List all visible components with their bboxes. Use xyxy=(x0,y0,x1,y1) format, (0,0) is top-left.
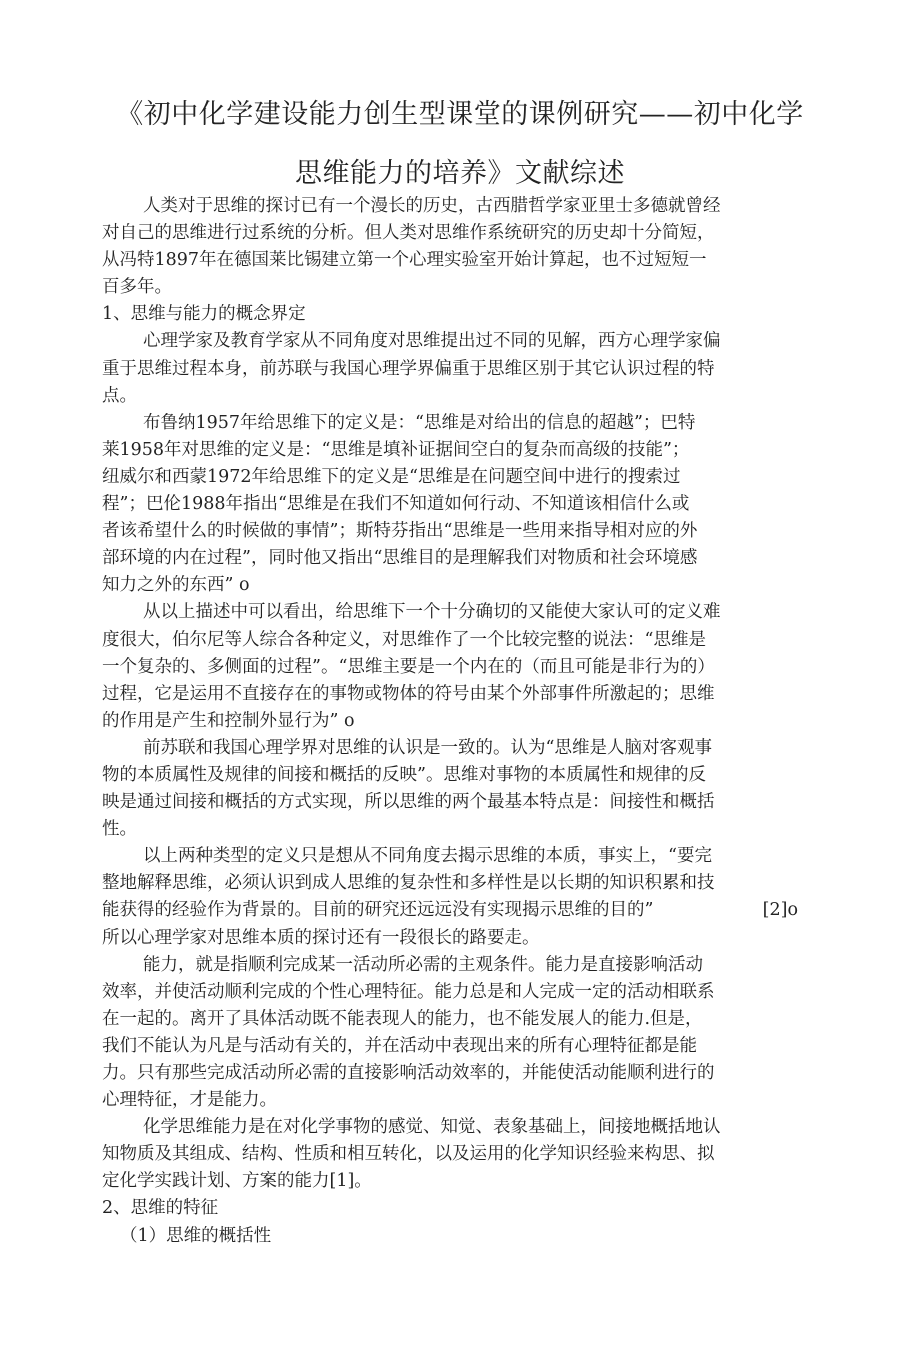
text-line-content: 能力，就是指顺利完成某一活动所必需的主观条件。能力是直接影响活动 xyxy=(143,954,703,975)
text-line-content: 的作用是产生和控制外显行为” o xyxy=(102,710,355,731)
text-line-content: 点。 xyxy=(102,385,137,406)
text-line-content: 力。只有那些完成活动所必需的直接影响活动效率的，并能使活动能顺利进行的 xyxy=(102,1063,715,1083)
text-line xyxy=(102,328,802,355)
text-line xyxy=(102,735,802,762)
text-line-content: 者该希望什么的时候做的事情”；斯特芬指出“思维是一些用来指导相对应的外 xyxy=(102,521,698,542)
text-line-content: 纽威尔和西蒙1972年给思维下的定义是“思维是在问题空间中进行的搜索过 xyxy=(102,466,681,487)
text-line xyxy=(102,274,802,301)
text-line-content: 从冯特1897年在德国莱比锡建立第一个心理实验室开始计算起，也不过短短一 xyxy=(102,250,707,271)
text-line xyxy=(102,843,802,870)
text-line-content: 过程，它是运用不直接存在的事物或物体的符号由某个外部事件所激起的；思维 xyxy=(102,683,715,704)
text-line-content: 以上两种类型的定义只是想从不同角度去揭示思维的本质，事实上，“要完 xyxy=(143,846,712,867)
text-line-content: 从以上描述中可以看出，给思维下一个十分确切的又能使大家认可的定义难 xyxy=(143,602,721,623)
citation-note: [2]o xyxy=(762,900,798,921)
document-title-line-1: 《初中化学建设能力创生型课堂的课例研究——初中化学 xyxy=(116,99,804,130)
text-line-content: 在一起的。离开了具体活动既不能表现人的能力，也不能发展人的能力.但是， xyxy=(102,1008,703,1029)
text-line xyxy=(102,627,802,654)
text-line xyxy=(102,1223,802,1250)
text-line xyxy=(102,383,802,410)
text-line xyxy=(102,1114,802,1141)
text-line xyxy=(102,599,802,626)
text-line xyxy=(102,410,802,437)
text-line-content: 部环境的内在过程”，同时他又指出“思维目的是理解我们对物质和社会环境感 xyxy=(102,548,698,569)
text-line xyxy=(102,247,802,274)
text-line-content: 效率，并使活动顺利完成的个性心理特征。能力总是和人完成一定的活动相联系 xyxy=(102,981,715,1002)
text-line-content: 映是通过间接和概括的方式实现，所以思维的两个最基本特点是：间接性和概括 xyxy=(102,792,715,813)
text-line-content: 布鲁纳1957年给思维下的定义是：“思维是对给出的信息的超越”；巴特 xyxy=(143,412,696,433)
text-line xyxy=(102,464,802,491)
text-line xyxy=(102,356,802,383)
text-line xyxy=(102,870,802,897)
text-line xyxy=(102,193,802,220)
text-line xyxy=(102,1087,802,1114)
text-line xyxy=(102,491,802,518)
text-line xyxy=(102,1060,802,1087)
text-line xyxy=(102,518,802,545)
text-line-content: 物的本质属性及规律的间接和概括的反映”。思维对事物的本质属性和规律的反 xyxy=(102,764,706,785)
text-line-content: 2、思维的特征 xyxy=(102,1198,219,1219)
text-line xyxy=(102,572,802,599)
text-line-content: 前苏联和我国心理学界对思维的认识是一致的。认为“思维是人脑对客观事 xyxy=(143,737,712,758)
text-line xyxy=(102,897,802,924)
text-line-content: 对自己的思维进行过系统的分析。但人类对思维作系统研究的历史却十分简短， xyxy=(102,223,715,244)
text-line-content: 我们不能认为凡是与活动有关的，并在活动中表现出来的所有心理特征都是能 xyxy=(102,1035,697,1056)
text-line-content: 百多年。 xyxy=(102,277,172,298)
text-line-content: 所以心理学家对思维本质的探讨还有一段很长的路要走。 xyxy=(102,927,540,948)
text-line xyxy=(102,789,802,816)
text-line-content: 莱1958年对思维的定义是：“思维是填补证据间空白的复杂而高级的技能”； xyxy=(102,439,690,460)
text-line xyxy=(102,654,802,681)
text-line xyxy=(102,681,802,708)
text-line-content: 能获得的经验作为背景的。目前的研究还远远没有实现揭示思维的目的” xyxy=(102,900,654,921)
text-line xyxy=(102,1033,802,1060)
text-line xyxy=(102,952,802,979)
text-line-content: 人类对于思维的探讨已有一个漫长的历史，古西腊哲学家亚里士多德就曾经 xyxy=(143,196,721,216)
text-line-content: （1）思维的概括性 xyxy=(120,1225,272,1246)
text-line xyxy=(102,979,802,1006)
text-line-content: 心理学家及教育学家从不同角度对思维提出过不同的见解，西方心理学家偏 xyxy=(143,331,721,352)
text-line-content: 性。 xyxy=(102,819,137,840)
document-body xyxy=(102,193,802,1250)
text-line xyxy=(102,925,802,952)
document-title-line-2: 思维能力的培养》文献综述 xyxy=(295,158,625,189)
text-line-content: 度很大，伯尔尼等人综合各种定义，对思维作了一个比较完整的说法：“思维是 xyxy=(102,629,706,650)
text-line xyxy=(102,1168,802,1195)
text-line xyxy=(102,708,802,735)
text-line xyxy=(102,301,802,328)
text-line-content: 化学思维能力是在对化学事物的感觉、知觉、表象基础上，间接地概括地认 xyxy=(143,1117,721,1138)
text-line xyxy=(102,437,802,464)
text-line-content: 知物质及其组成、结构、性质和相互转化，以及运用的化学知识经验来构思、拟 xyxy=(102,1144,715,1165)
text-line xyxy=(102,545,802,572)
text-line-content: 定化学实践计划、方案的能力[1]。 xyxy=(102,1171,372,1192)
text-line-content: 知力之外的东西” o xyxy=(102,575,250,596)
text-line-content: 程”；巴伦1988年指出“思维是在我们不知道如何行动、不知道该相信什么或 xyxy=(102,494,690,515)
text-line xyxy=(102,816,802,843)
text-line-content: 一个复杂的、多侧面的过程”。“思维主要是一个内在的（而且可能是非行为的） xyxy=(102,656,715,677)
text-line xyxy=(102,220,802,247)
text-line-content: 整地解释思维，必须认识到成人思维的复杂性和多样性是以长期的知识积累和技 xyxy=(102,873,715,894)
text-line xyxy=(102,762,802,789)
text-line-content: 心理特征，才是能力。 xyxy=(102,1090,277,1111)
text-line xyxy=(102,1006,802,1033)
text-line xyxy=(102,1141,802,1168)
text-line-content: 重于思维过程本身，前苏联与我国心理学界偏重于思维区别于其它认识过程的特 xyxy=(102,358,715,379)
text-line-content: 1、思维与能力的概念界定 xyxy=(102,304,306,325)
text-line xyxy=(102,1195,802,1222)
